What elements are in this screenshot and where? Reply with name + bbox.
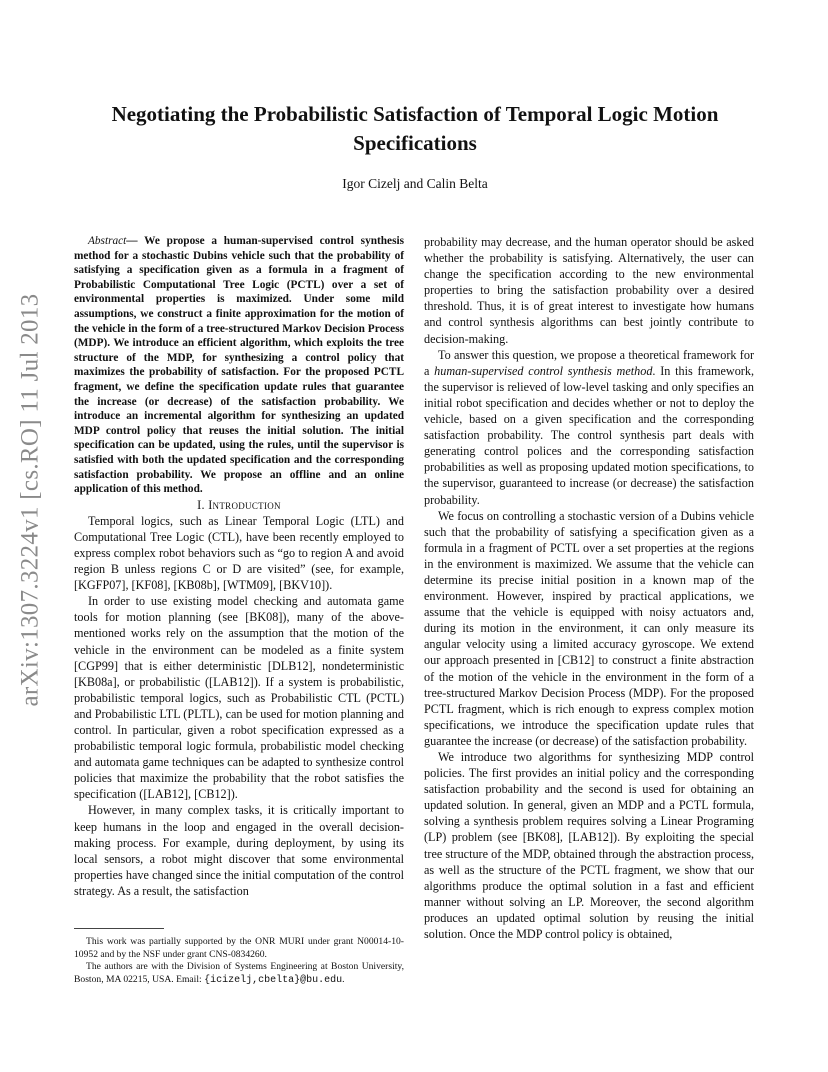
abstract [74, 234, 404, 497]
abstract-label: Abstract [88, 235, 127, 247]
arxiv-identifier [10, 293, 50, 707]
left-paragraph-3: However, in many complex tasks, it is critically important to keep humans in the loop and engaged in the overall decision-making process. For example, during deployment, by using its local sensors, a robot might discover that some environmental properties have changed since the initial computation of the control strategy. As a result, the satisfaction [74, 803, 404, 898]
footnote-funding: This work was partially supported by the ONR MURI under grant N00014-10-10952 and by the NSF under grant CNS-0834260. [74, 936, 404, 960]
section-title: Introduction [208, 497, 281, 512]
footnote-rule [74, 928, 164, 929]
paper-authors: Igor Cizelj and Calin Belta [342, 176, 488, 191]
right-paragraph-2 [424, 347, 754, 508]
arxiv-identifier-text: arXiv:1307.3224v1 [cs.RO] 11 Jul 2013 [16, 293, 44, 707]
section-heading-introduction [74, 497, 404, 513]
abstract-dash: — [126, 235, 145, 247]
right-paragraph-2-b: . In this framework, the supervisor is relieved of low-level tasking and only specifies an initial robot specification and decides whether or not to deploy the vehicle, based on a given specification and the corresponding satisfaction probability. The control synthesis part deals with generating control polices and the corresponding satisfaction probabilities as well as proposing updated motion specifications, to the supervisor, guaranteed to increase (or decrease) the satisfaction probability. [424, 363, 754, 507]
right-column [424, 234, 754, 942]
right-paragraph-4: We introduce two algorithms for synthesizing MDP control policies. The first provides an initial policy and the corresponding satisfaction probability and the second is used for obtaining an updated solution. In general, given an MDP and a PCTL formula, solving a synthesis problem requires solving a Linear Programing (LP) problem (see [BK08], [LAB12]). By exploiting the special tree structure of the MDP, obtained through the abstraction process, as well as the structure of the PCTL fragment, we show that our algorithms produce the optimal solution in a fast and efficient manner without solving an LP. Moreover, the second algorithm produces an updated optimal solution by reusing the initial solution. Once the MDP control policy is obtained, [424, 750, 754, 942]
left-paragraph-2: In order to use existing model checking and automata game tools for motion planning (see [BK08]), many of the above-mentioned works rely on the assumption that the motion of the vehicle in the environment can be modeled as a finite system [CGP99] that is either deterministic [DLB12], nondeterministic [KB08a], or probabilistic ([LAB12]). If a system is probabilistic, probabilistic temporal logics, such as Probabilistic CTL (PCTL) and Probabilistic LTL (PLTL), can be used for motion planning and control. In particular, given a robot specification expressed as a probabilistic temporal logic formula, probabilistic model checking and automata game techniques can be adapted to synthesize control policies that maximize the probability that the robot satisfies the specification ([LAB12], [CB12]). [74, 594, 404, 802]
right-paragraph-2-a: To answer this question, we propose a theoretical framework for a [424, 347, 754, 378]
left-column [74, 234, 404, 899]
right-paragraph-1: probability may decrease, and the human operator should be asked whether the probability is satisfying. Alternatively, the user can change the specification according to the new environmental properties to bring the satisfaction probability over a desired threshold. Thus, it is of great interest to investigate how humans and control synthesis algorithms can best jointly contribute to decision-making. [424, 235, 754, 346]
footnote-email[interactable]: {icizelj,cbelta}@bu.edu [204, 974, 343, 986]
footnote-email-end: . [342, 973, 345, 985]
right-paragraph-3: We focus on controlling a stochastic version of a Dubins vehicle such that the probability of satisfying a specification given as a formula in a fragment of PCTL over a set properties at the regions in the environment is maximized. We assume that the vehicle can determine its precise initial position in a known map of the environment. However, inspired by practical applications, we assume that the vehicle is equipped with noisy actuators and, during its motion in the environment, it can only measure its angular velocity using a limited accuracy gyroscope. We extend our approach presented in [CB12] to construct a finite abstraction of the motion of the vehicle in the environment in the form of a tree-structured Markov Decision Process (MDP). For the proposed PCTL fragment, which is rich enough to express complex motion specifications, we introduce the specification update rules that guarantee the increase (or decrease) of the satisfaction probability. [424, 508, 754, 748]
paper-title: Negotiating the Probabilistic Satisfaction of Temporal Logic Motion Specifications [111, 102, 719, 155]
abstract-text: We propose a human-supervised control synthesis method for a stochastic Dubins vehicle such that the probability of satisfying a specification given as a formula in a fragment of Probabilistic Computational Tree Logic (PCTL) over a set of environmental properties is maximized. Under some mild assumptions, we construct a finite approximation for the motion of the vehicle in the form of a tree-structured Markov Decision Process (MDP). We introduce an efficient algorithm, which exploits the tree structure of the MDP, for synthesizing a control policy that maximizes the probability of satisfaction. For the proposed PCTL fragment, we define the specification update rules that guarantee the increase (or decrease) of the satisfaction probability. We introduce an incremental algorithm for synthesizing an updated MDP control policy that reuses the initial solution. The initial specification can be updated, using the rules, until the supervisor is satisfied with both the updated specification and the corresponding satisfaction probability. We propose an offline and an online application of this method. [74, 235, 404, 496]
left-paragraph-1: Temporal logics, such as Linear Temporal Logic (LTL) and Computational Tree Logic (CTL), have been recently employed to express complex robot behaviors such as “go to region A and avoid region B unless regions C or D are visited” (see, for example, [KGFP07], [KF08], [KB08b], [WTM09], [BKV10]). [74, 513, 404, 593]
right-paragraph-2-emphasis: human-supervised control synthesis method [434, 363, 653, 378]
footnote-affiliation-text: The authors are with the Division of Systems Engineering at Boston University, Boston, MA 02215, USA. Email: [74, 961, 404, 985]
footnote-affiliation [74, 961, 404, 987]
footnotes [74, 936, 404, 987]
section-number: I. [197, 497, 209, 512]
